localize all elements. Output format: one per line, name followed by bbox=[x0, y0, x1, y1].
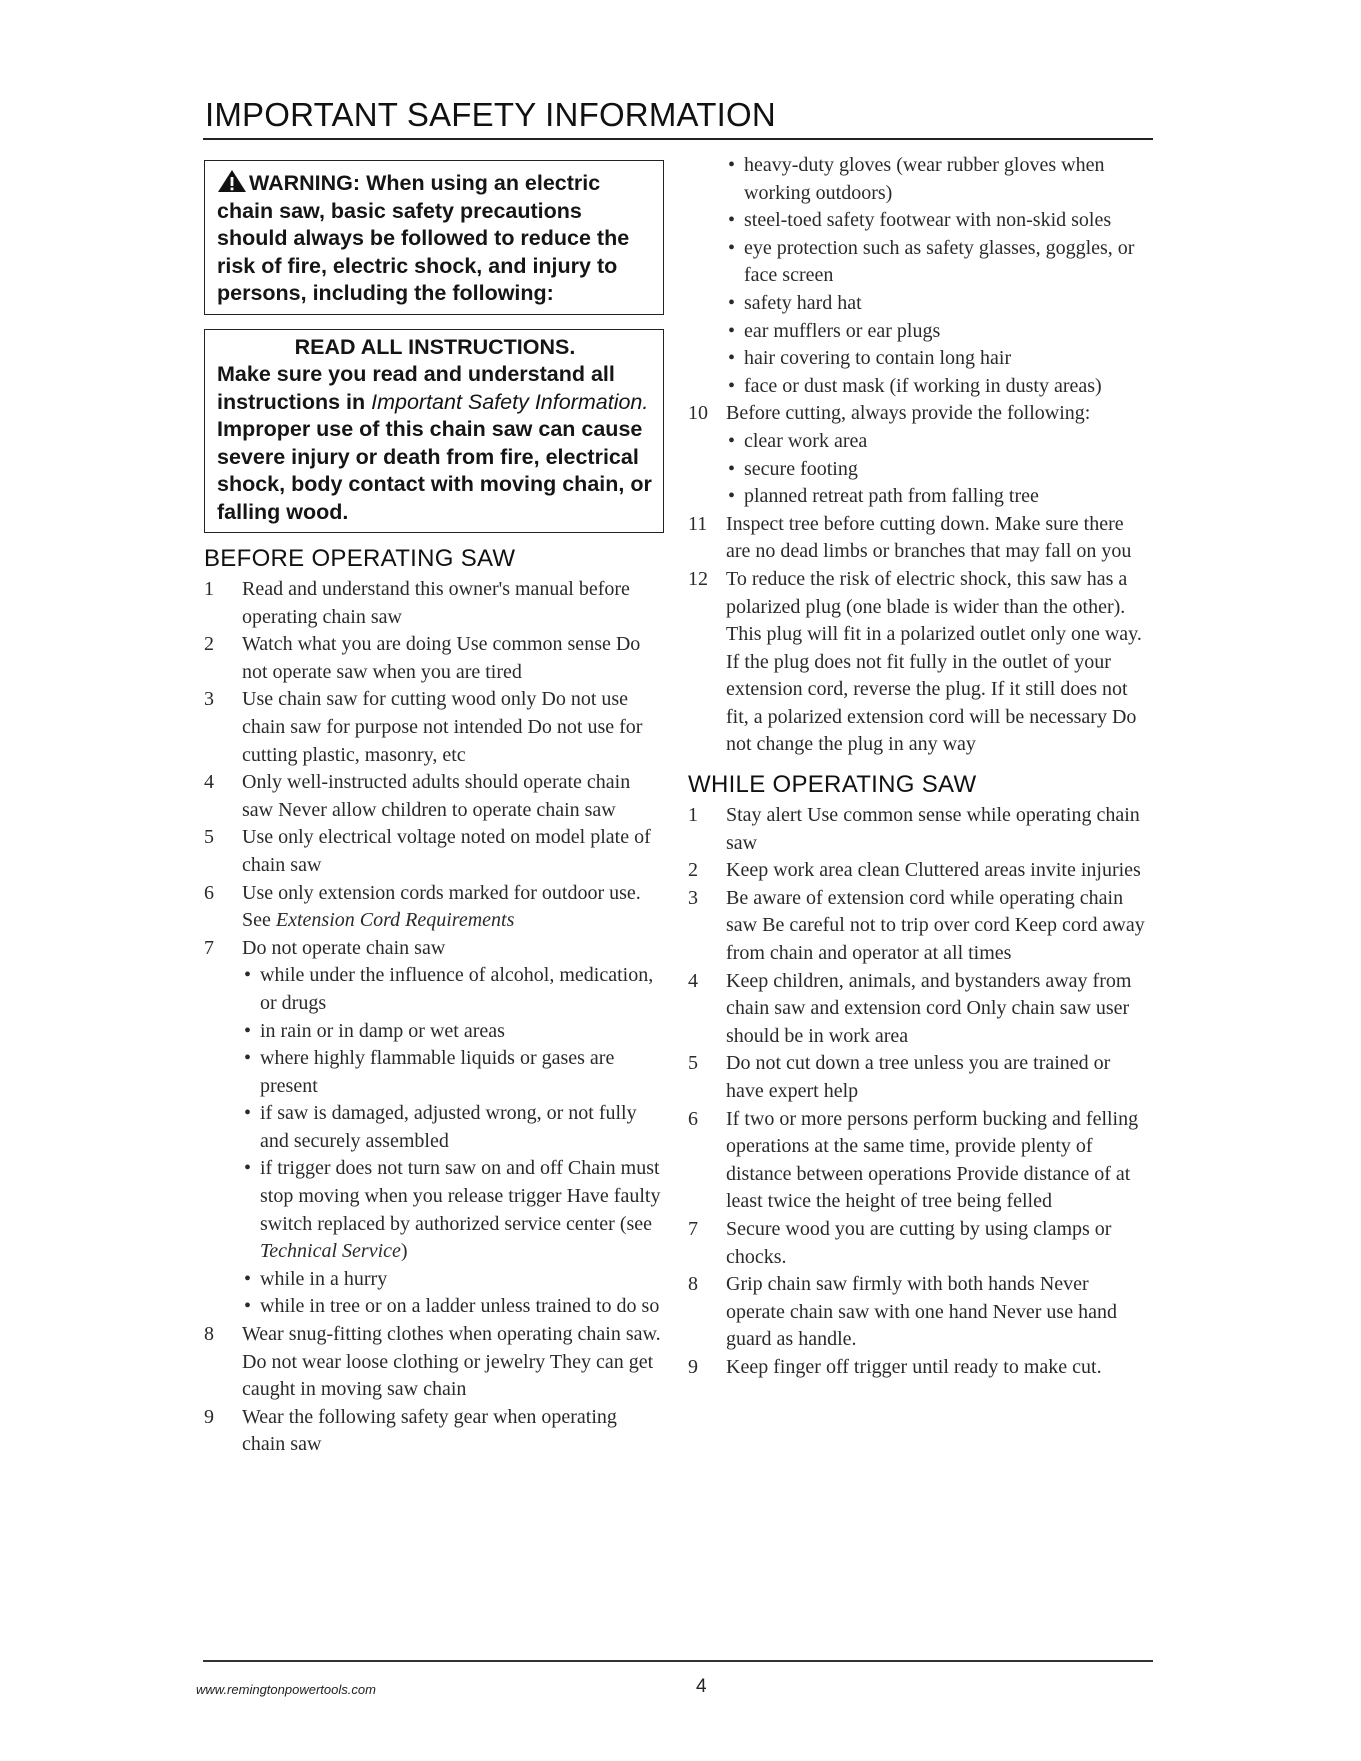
item-number: 9 bbox=[688, 1355, 698, 1378]
item-text: Do not cut down a tree unless you are trained or have expert help bbox=[726, 1052, 1111, 1102]
trigger-italic-ref: Technical Service bbox=[260, 1240, 401, 1263]
item-number: 2 bbox=[204, 633, 214, 656]
before-item-5 bbox=[204, 824, 664, 879]
item-number: 5 bbox=[204, 826, 214, 849]
item-number: 3 bbox=[688, 886, 698, 909]
item-number: 5 bbox=[688, 1052, 698, 1075]
item-italic-ref: Extension Cord Requirements bbox=[275, 909, 515, 932]
before-item-7 bbox=[204, 935, 664, 1321]
item-number: 6 bbox=[688, 1107, 698, 1130]
before-operating-heading: BEFORE OPERATING SAW bbox=[204, 545, 516, 572]
before-operating-list bbox=[204, 576, 664, 1459]
page-number: 4 bbox=[696, 1676, 707, 1697]
item-number: 4 bbox=[688, 969, 698, 992]
before-item-9-continued bbox=[688, 152, 1146, 400]
bullet-item: • while in a hurry bbox=[242, 1266, 664, 1294]
before-item-2 bbox=[204, 631, 664, 686]
before-item-6 bbox=[204, 880, 664, 935]
bullet-item: • ear mufflers or ear plugs bbox=[726, 318, 1146, 346]
trigger-text: if trigger does not turn saw on and off Chain must stop moving when you release trigger Have faulty switch replaced by authorized service center (see bbox=[260, 1157, 661, 1235]
item-number: 7 bbox=[204, 936, 214, 959]
before-item-9 bbox=[204, 1404, 664, 1459]
item7-bullets bbox=[242, 962, 664, 1321]
title-rule bbox=[203, 138, 1153, 140]
item-number: 7 bbox=[688, 1217, 698, 1240]
item-number: 4 bbox=[204, 771, 214, 794]
before-item-1 bbox=[204, 576, 664, 631]
item-number: 9 bbox=[204, 1405, 214, 1428]
trigger-close: ) bbox=[400, 1240, 408, 1263]
item-number: 11 bbox=[688, 512, 708, 535]
item-number: 2 bbox=[688, 859, 698, 882]
before-item-4 bbox=[204, 769, 664, 824]
while-item-6 bbox=[688, 1106, 1146, 1216]
while-item-3 bbox=[688, 885, 1146, 968]
item-number: 1 bbox=[204, 578, 214, 600]
warning-text: When using an electric chain saw, basic safety precautions should always be followed to reduce the risk of fire, electric shock, and injury to persons, including the following: bbox=[217, 171, 630, 305]
item-text: Grip chain saw firmly with both hands Never operate chain saw with one hand Never use hand guard as handle. bbox=[726, 1273, 1117, 1351]
item-number: 6 bbox=[204, 881, 214, 904]
while-operating-list bbox=[688, 802, 1146, 1381]
while-item-7 bbox=[688, 1216, 1146, 1271]
item10-bullets bbox=[726, 428, 1146, 511]
warning-triangle-icon bbox=[217, 169, 247, 193]
before-item-11 bbox=[688, 511, 1146, 566]
item-number: 12 bbox=[688, 567, 708, 590]
page-title: IMPORTANT SAFETY INFORMATION bbox=[205, 96, 776, 133]
item-number: 1 bbox=[688, 804, 698, 827]
while-item-4 bbox=[688, 968, 1146, 1051]
item-number: 8 bbox=[688, 1273, 698, 1296]
while-item-9 bbox=[688, 1354, 1146, 1382]
bullet-item-trigger bbox=[242, 1155, 664, 1265]
warning-box bbox=[204, 160, 664, 315]
bullet-item: • eye protection such as safety glasses, goggles, or face screen bbox=[726, 235, 1146, 290]
before-item-10 bbox=[688, 400, 1146, 510]
before-item-3 bbox=[204, 686, 664, 769]
item-text: Only well-instructed adults should operate chain saw Never allow children to operate chain saw bbox=[242, 771, 631, 821]
item-text: Keep work area clean Cluttered areas invite injuries bbox=[726, 859, 1141, 882]
bullet-item: • planned retreat path from falling tree bbox=[726, 483, 1146, 511]
before-operating-list-continued bbox=[688, 152, 1146, 759]
item-text: Use only electrical voltage noted on model plate of chain saw bbox=[242, 826, 651, 876]
bullet-item: • heavy-duty gloves (wear rubber gloves when working outdoors) bbox=[726, 152, 1146, 207]
bullet-item: • hair covering to contain long hair bbox=[726, 345, 1146, 373]
bullet-item: • while under the influence of alcohol, medication, or drugs bbox=[242, 962, 664, 1017]
bullet-item: • secure footing bbox=[726, 456, 1146, 484]
item-text: Be aware of extension cord while operating chain saw Be careful not to trip over cord Keep cord away from chain and operator at all times bbox=[726, 886, 1145, 965]
right-column bbox=[688, 152, 1146, 1382]
read-instructions-box bbox=[204, 329, 664, 534]
item-text: Use chain saw for cutting wood only Do not use chain saw for purpose not intended Do not use for cutting plastic, masonry, etc bbox=[242, 688, 643, 766]
while-operating-heading: WHILE OPERATING SAW bbox=[688, 771, 977, 799]
bullet-item: • steel-toed safety footwear with non-skid soles bbox=[726, 207, 1146, 235]
item-text: Stay alert Use common sense while operating chain saw bbox=[726, 804, 1140, 854]
item-text: Secure wood you are cutting by using clamps or chocks. bbox=[726, 1217, 1112, 1268]
while-item-8 bbox=[688, 1271, 1146, 1354]
while-item-5 bbox=[688, 1050, 1146, 1105]
before-item-8 bbox=[204, 1321, 664, 1404]
instructions-text-before: Make sure you read and understand all instructions in bbox=[217, 362, 615, 414]
footer-url: www.remingtonpowertools.com bbox=[196, 1682, 376, 1697]
instructions-text-after: Improper use of this chain saw can cause severe injury or death from fire, electrical shock, body contact with moving chain, or falling wood. bbox=[217, 417, 652, 524]
read-instructions-heading: READ ALL INSTRUCTIONS. bbox=[294, 334, 576, 359]
item-text: Do not operate chain saw bbox=[242, 936, 446, 959]
bullet-item: • where highly flammable liquids or gases are present bbox=[242, 1045, 664, 1100]
item-text: To reduce the risk of electric shock, this saw has a polarized plug (one blade is wider than the other). This plug will fit in a polarized outlet only one way. If the plug does not fit fully in the outlet of your extension cord, reverse the plug. If it still does not fit, a polarized extension cord will be necessary Do not change the plug in any way bbox=[726, 567, 1142, 756]
item9-bullets bbox=[726, 152, 1146, 400]
bullet-item: • if saw is damaged, adjusted wrong, or not fully and securely assembled bbox=[242, 1100, 664, 1155]
item-text: Use only extension cords marked for outdoor use. See bbox=[242, 881, 641, 932]
bullet-item: • clear work area bbox=[726, 428, 1146, 456]
left-column bbox=[204, 150, 664, 1459]
bullet-item: • while in tree or on a ladder unless trained to do so bbox=[242, 1293, 664, 1321]
item-text: Read and understand this owner's manual before operating chain saw bbox=[242, 578, 630, 628]
bullet-item: • in rain or in damp or wet areas bbox=[242, 1018, 664, 1046]
item-text: Wear snug-fitting clothes when operating chain saw. Do not wear loose clothing or jewelry They can get caught in moving saw chain bbox=[242, 1323, 661, 1401]
item-number: 8 bbox=[204, 1323, 214, 1346]
item-text: Keep children, animals, and bystanders away from chain saw and extension cord Only chain saw user should be in work area bbox=[726, 969, 1132, 1047]
item-number: 3 bbox=[204, 688, 214, 711]
bullet-item: • safety hard hat bbox=[726, 290, 1146, 318]
instructions-italic-ref: Important Safety Information. bbox=[371, 389, 649, 414]
warning-label: WARNING: bbox=[249, 171, 361, 195]
while-item-1 bbox=[688, 802, 1146, 857]
item-text: Inspect tree before cutting down. Make sure there are no dead limbs or branches that may fall on you bbox=[726, 512, 1132, 563]
item-text: Watch what you are doing Use common sense Do not operate saw when you are tired bbox=[242, 633, 641, 683]
item-text: Before cutting, always provide the following: bbox=[726, 402, 1091, 425]
item-text: Keep finger off trigger until ready to make cut. bbox=[726, 1355, 1102, 1378]
item-text: Wear the following safety gear when operating chain saw bbox=[242, 1405, 617, 1456]
while-item-2 bbox=[688, 857, 1146, 885]
item-text: If two or more persons perform bucking and felling operations at the same time, provide plenty of distance between operations Provide distance of at least twice the height of tree being felled bbox=[726, 1107, 1139, 1213]
bullet-item: • face or dust mask (if working in dusty areas) bbox=[726, 373, 1146, 401]
bottom-rule bbox=[203, 1660, 1153, 1662]
item-number: 10 bbox=[688, 402, 708, 425]
before-item-12 bbox=[688, 566, 1146, 759]
